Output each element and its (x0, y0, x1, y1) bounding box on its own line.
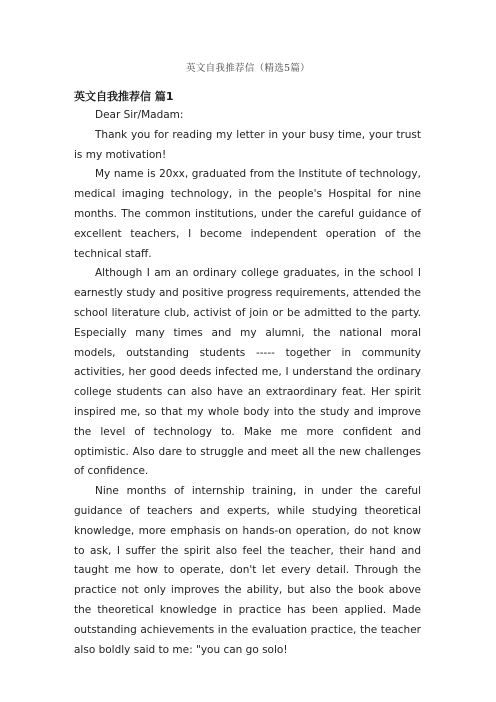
paragraph: Nine months of internship training, in under the careful guidance of teachers and experts, while studying theoretical knowledge, more emphasis on hands-on operation, do not know to ask, I suffer the spirit also feel the teacher, their hand and taught me how to operate, don't let every detail. Through the practice not only improves the ability, but also the book above the theoretical knowledge in practice has been applied. Made outstanding achievements in the evaluation practice, the teacher also boldly said to me: "you can go solo! (74, 485, 421, 656)
paragraph: Although I am an ordinary college graduates, in the school I earnestly study and positive progress requirements, attended the school literature club, activist of join or be admitted to the party. Especially many times and my alumni, the national moral models, outstanding students ----- together in community activities, her good deeds infected me, I understand the ordinary college students can also have an extraordinary feat. Her spirit inspired me, so that my whole body into the study and improve the level of technology to. Make me more confident and optimistic. Also dare to struggle and meet all the new challenges of confidence. (74, 267, 421, 478)
page-header: 英文自我推荐信（精选5篇） (186, 63, 310, 74)
section-title: 英文自我推荐信 篇1 (74, 90, 174, 103)
salutation: Dear Sir/Madam: (95, 109, 184, 121)
letter-body (74, 106, 421, 660)
paragraph: My name is 20xx, graduated from the Institute of technology, medical imaging technology, in the people's Hospital for nine months. The common institutions, under the careful guidance of excellent teachers, I become independent operation of the technical staff. (74, 168, 421, 260)
paragraph: Thank you for reading my letter in your busy time, your trust is my motivation! (74, 128, 421, 161)
